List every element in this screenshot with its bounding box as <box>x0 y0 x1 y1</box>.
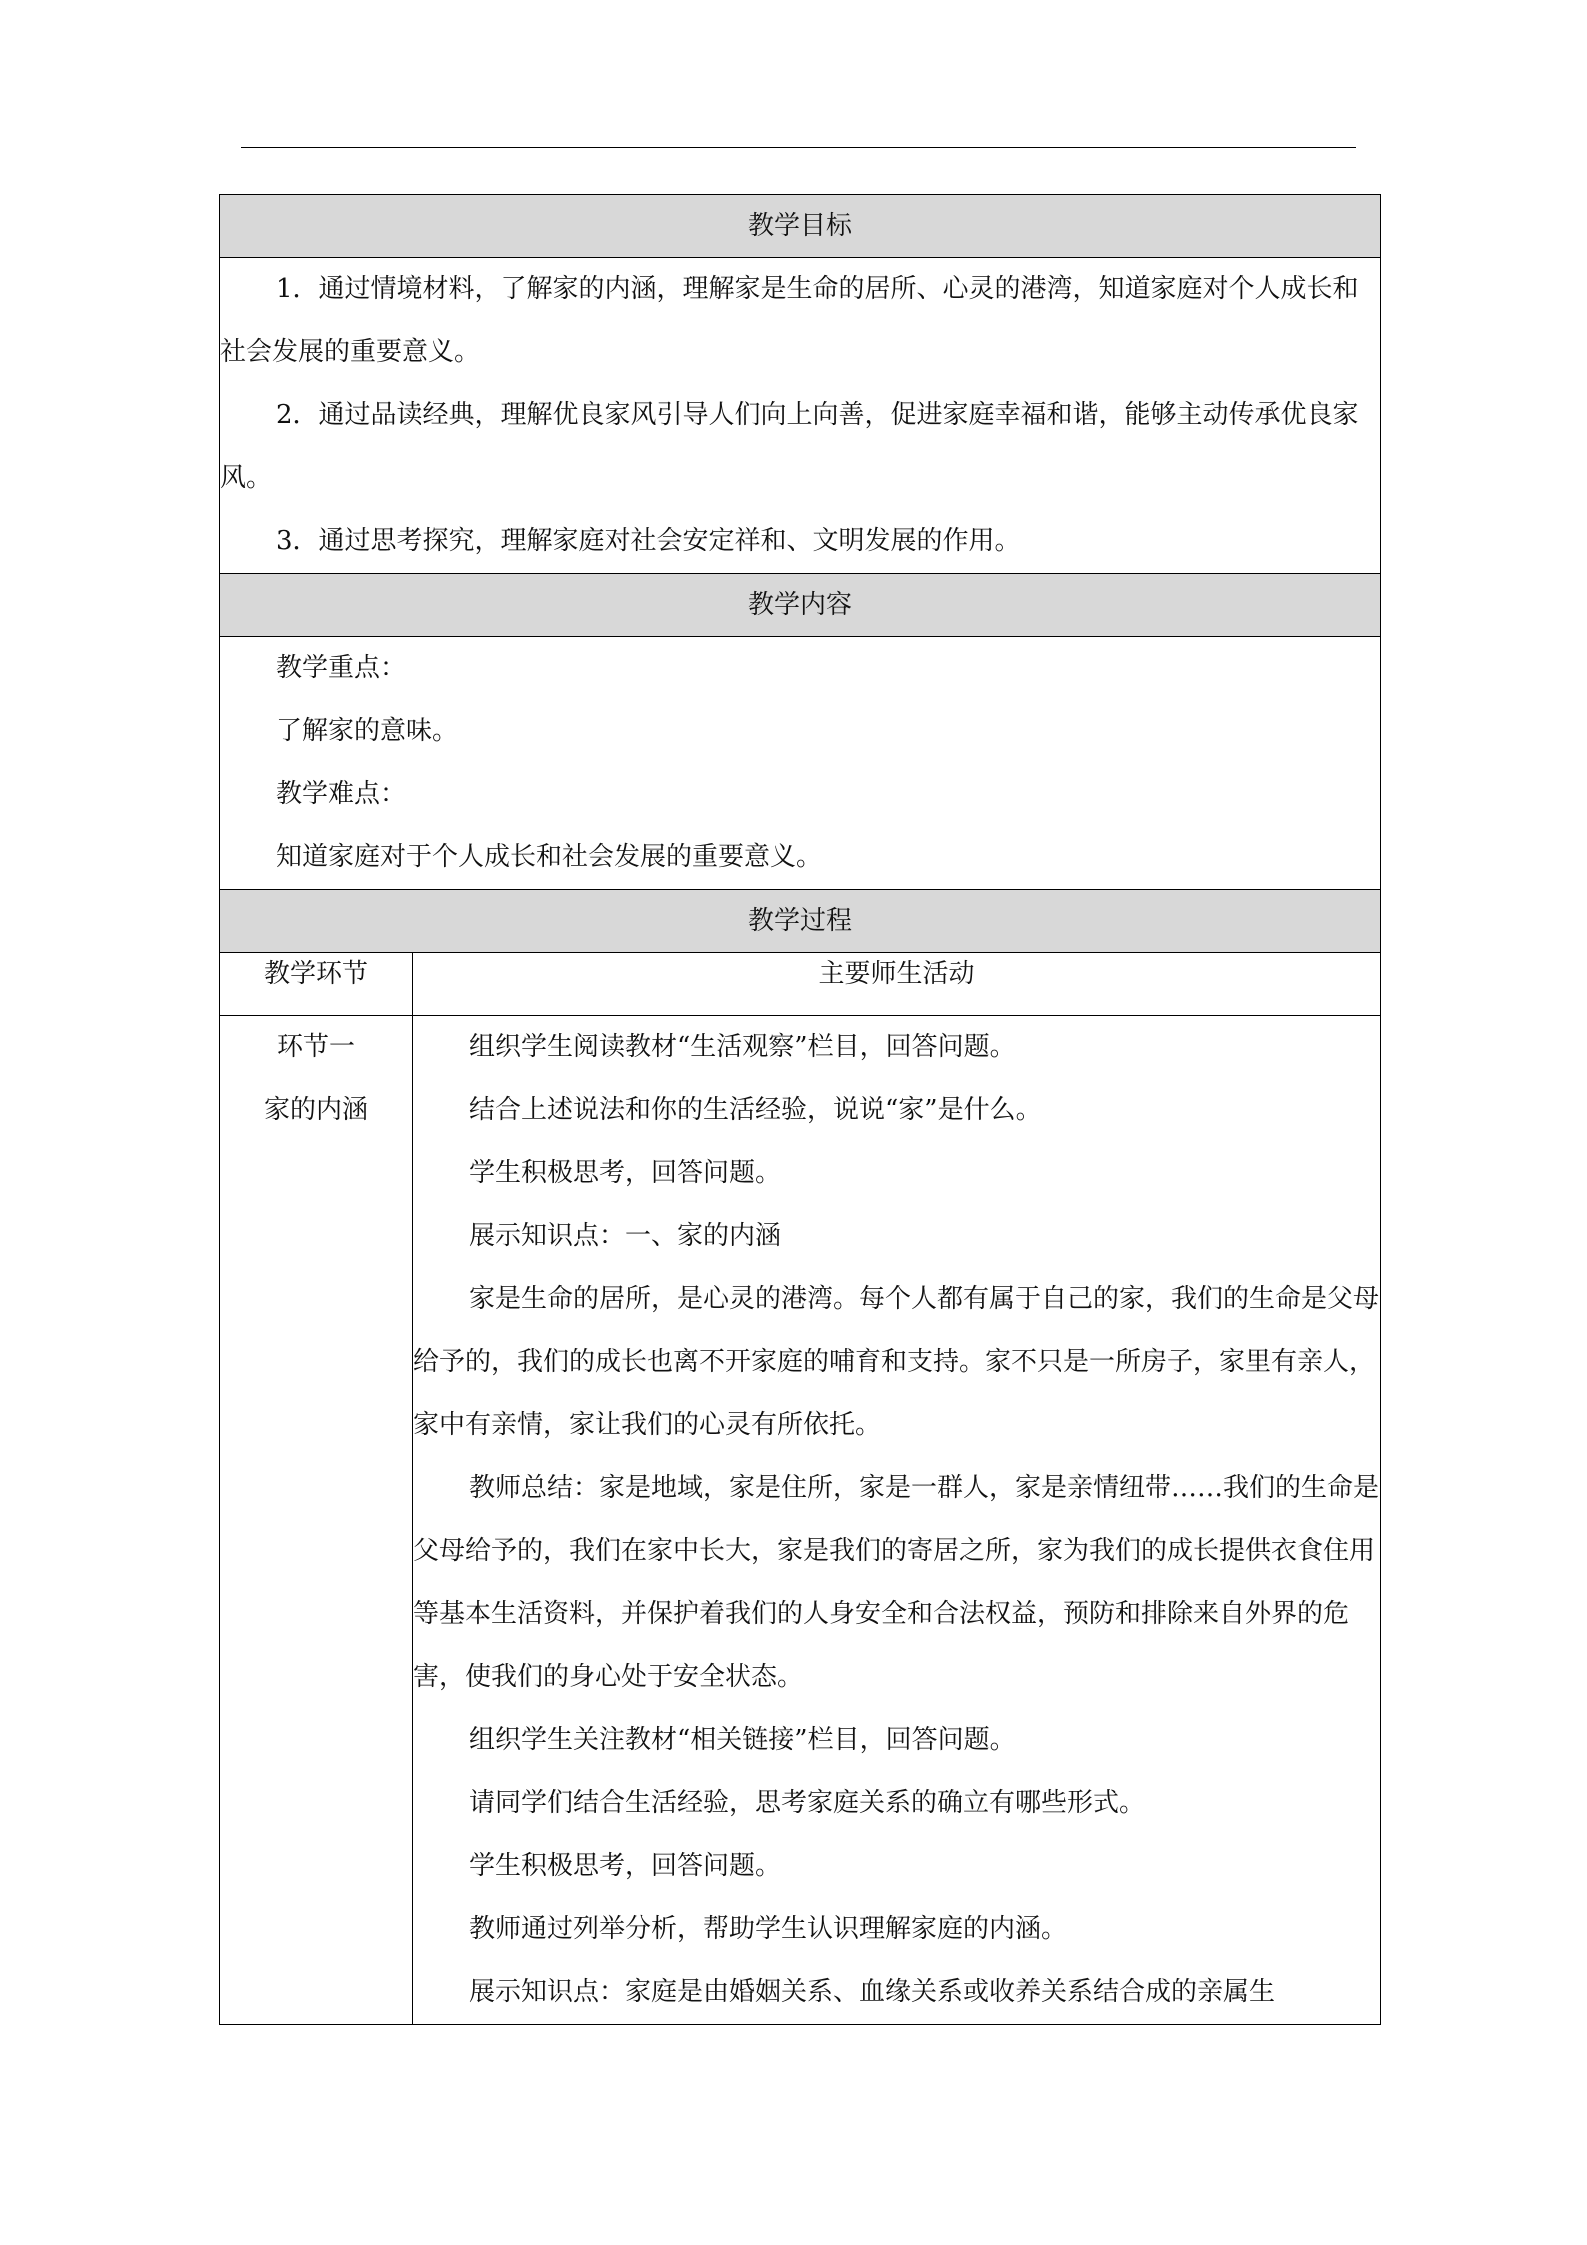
activity-line: 展示知识点：一、家的内涵 <box>469 1221 782 1251</box>
stage-title: 家的内涵 <box>263 1095 368 1125</box>
difficulty-label: 教学难点： <box>276 779 407 809</box>
header-rule <box>241 147 1356 148</box>
difficulty-text: 知道家庭对于个人成长和社会发展的重要意义。 <box>276 842 823 872</box>
objective-item-2: 2．通过品读经典，理解优良家风引导人们向上向善，促进家庭幸福和谐，能够主动传承优良家风。 <box>220 400 1359 493</box>
activity-line: 教师通过列举分析，帮助学生认识理解家庭的内涵。 <box>469 1914 1068 1944</box>
stage-column-header: 教学环节 <box>220 953 413 1016</box>
key-point-text: 了解家的意味。 <box>276 716 459 746</box>
activity-line: 组织学生关注教材“相关链接”栏目，回答问题。 <box>469 1725 1016 1755</box>
activity-line: 结合上述说法和你的生活经验，说说“家”是什么。 <box>469 1095 1042 1125</box>
activity-paragraph: 家是生命的居所，是心灵的港湾。每个人都有属于自己的家，我们的生命是父母给予的，我们的成长也离不开家庭的哺育和支持。家不只是一所房子，家里有亲人，家中有亲情，家让我们的心灵有所依托。 <box>413 1284 1380 1440</box>
activity-line: 学生积极思考，回答问题。 <box>469 1851 782 1881</box>
lesson-plan-table <box>219 194 1381 2025</box>
key-point-label: 教学重点： <box>276 653 407 683</box>
activity-paragraph: 教师总结：家是地域，家是住所，家是一群人，家是亲情纽带……我们的生命是父母给予的，我们在家中长大，家是我们的寄居之所，家为我们的成长提供衣食住用等基本生活资料，并保护着我们的人身安全和合法权益，预防和排除来自外界的危害，使我们的身心处于安全状态。 <box>413 1473 1380 1692</box>
stage-number: 环节一 <box>276 1032 355 1062</box>
objectives-heading: 教学目标 <box>220 195 1381 258</box>
objective-item-3: 3．通过思考探究，理解家庭对社会安定祥和、文明发展的作用。 <box>276 526 1021 556</box>
activity-line: 组织学生阅读教材“生活观察”栏目，回答问题。 <box>469 1032 1016 1062</box>
process-heading: 教学过程 <box>220 890 1381 953</box>
objective-item-1: 1．通过情境材料，了解家的内涵，理解家是生命的居所、心灵的港湾，知道家庭对个人成长和社会发展的重要意义。 <box>220 274 1359 367</box>
activity-line: 请同学们结合生活经验，思考家庭关系的确立有哪些形式。 <box>469 1788 1146 1818</box>
content-heading: 教学内容 <box>220 574 1381 637</box>
content-body <box>220 637 1381 890</box>
activity-column-header: 主要师生活动 <box>413 953 1381 1016</box>
activity-line: 学生积极思考，回答问题。 <box>469 1158 782 1188</box>
activity-line: 展示知识点：家庭是由婚姻关系、血缘关系或收养关系结合成的亲属生 <box>469 1977 1276 2007</box>
stage-cell <box>220 1016 413 2025</box>
activity-cell <box>413 1016 1381 2025</box>
objectives-body <box>220 258 1381 574</box>
